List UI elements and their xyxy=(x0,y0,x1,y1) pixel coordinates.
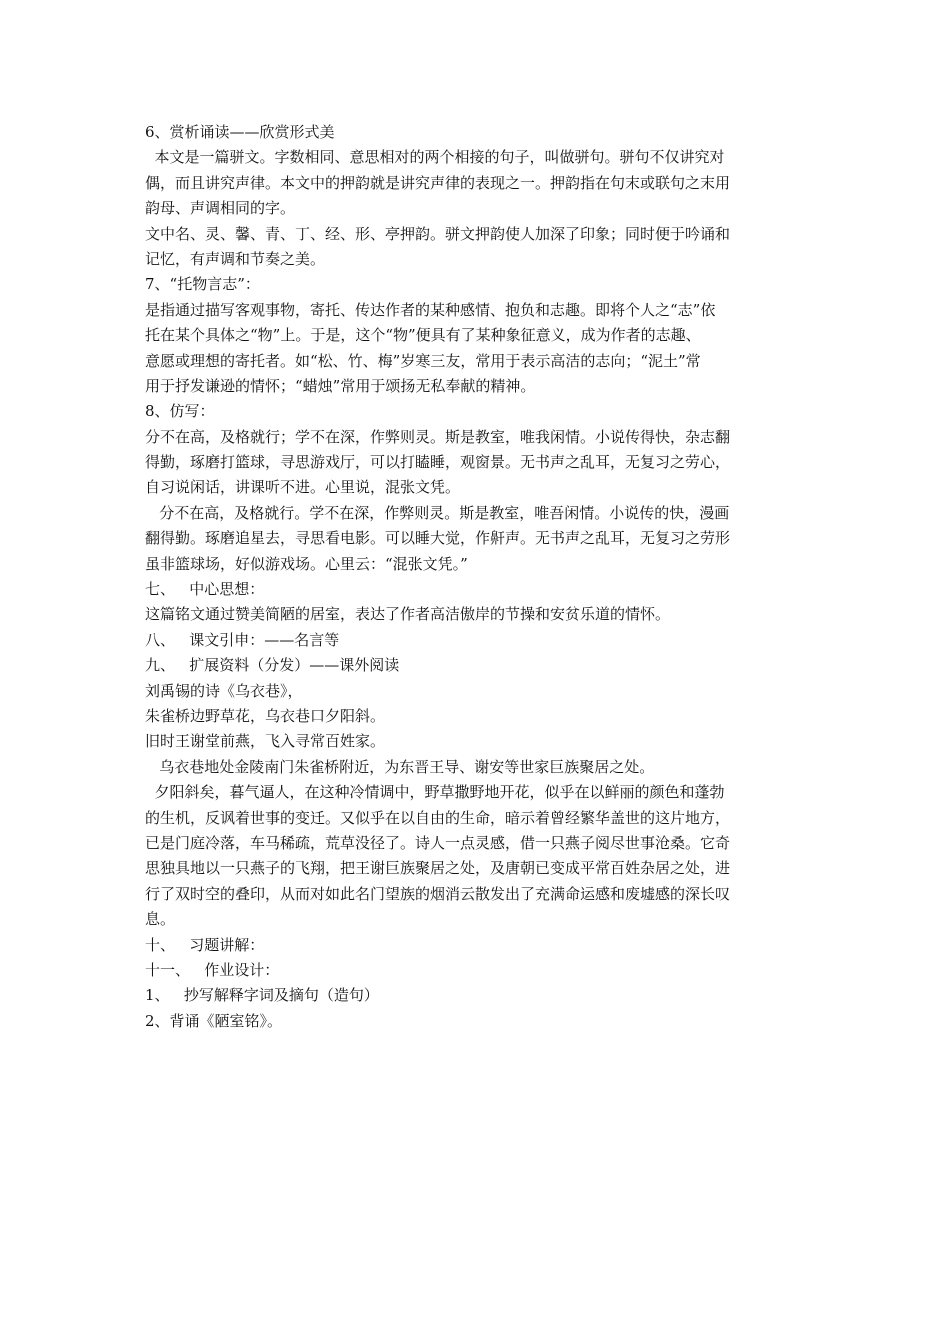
poem-line: 旧时王谢堂前燕，飞入寻常百姓家。 xyxy=(145,732,386,751)
paragraph-line: 托在某个具体之“物”上。于是，这个“物”便具有了某种象征意义，成为作者的志趣、 xyxy=(145,326,701,345)
paragraph-line: 意愿或理想的寄托者。如“松、竹、梅”岁寒三友，常用于表示高洁的志向；“泥土”常 xyxy=(145,351,701,370)
paragraph-line: 用于抒发谦逊的情怀；“蜡烛”常用于颂扬无私奉献的精神。 xyxy=(145,376,536,395)
paragraph-line: 这篇铭文通过赞美简陋的居室，表达了作者高洁傲岸的节操和安贫乐道的情怀。 xyxy=(145,605,671,624)
paragraph-line: 虽非篮球场，好似游戏场。心里云：“混张文凭。” xyxy=(145,554,468,573)
paragraph-line: 文中名、灵、馨、青、丁、经、形、亭押韵。骈文押韵使人加深了印象；同时便于吟诵和 xyxy=(145,224,731,243)
paragraph-line: 本文是一篇骈文。字数相同、意思相对的两个相接的句子，叫做骈句。骈句不仅讲究对 xyxy=(145,148,725,167)
heading-8: 8、仿写： xyxy=(145,402,215,421)
paragraph-line: 韵母、声调相同的字。 xyxy=(145,199,296,218)
paragraph-line: 是指通过描写客观事物，寄托、传达作者的某种感情、抱负和志趣。即将个人之“志”依 xyxy=(145,300,716,319)
paragraph-line: 思独具地以一只燕子的飞翔，把王谢巨族聚居之处，及唐朝已变成平常百姓杂居之处，进 xyxy=(145,859,731,878)
heading-section-9: 九、 扩展资料（分发）——课外阅读 xyxy=(145,656,400,675)
paragraph-line: 分不在高，及格就行。学不在深，作弊则灵。斯是教室，唯吾闲情。小说传的快，漫画 xyxy=(145,503,730,522)
heading-7: 7、“托物言志”： xyxy=(145,275,260,294)
homework-item-2: 2、背诵《陋室铭》。 xyxy=(145,1011,283,1030)
paragraph-line: 乌衣巷地处金陵南门朱雀桥附近，为东晋王导、谢安等世家巨族聚居之处。 xyxy=(145,757,655,776)
paragraph-line: 行了双时空的叠印，从而对如此名门望族的烟消云散发出了充满命运感和废墟感的深长叹 xyxy=(145,884,731,903)
heading-section-11: 十一、 作业设计： xyxy=(145,960,280,979)
paragraph-line: 得勤，琢磨打篮球，寻思游戏厅，可以打瞌睡，观窗景。无书声之乱耳，无复习之劳心， xyxy=(145,453,731,472)
paragraph-line: 记忆，有声调和节奏之美。 xyxy=(145,249,326,268)
paragraph-line: 翻得勤。琢磨追星去，寻思看电影。可以睡大觉，作鼾声。无书声之乱耳，无复习之劳形 xyxy=(145,529,731,548)
paragraph-line: 自习说闲话，讲课听不进。心里说，混张文凭。 xyxy=(145,478,461,497)
paragraph-line: 偶，而且讲究声律。本文中的押韵就是讲究声律的表现之一。押韵指在句末或联句之末用 xyxy=(145,173,731,192)
homework-item-1: 1、 抄写解释字词及摘句（造句） xyxy=(145,986,379,1005)
heading-section-7: 七、 中心思想： xyxy=(145,580,265,599)
heading-section-10: 十、 习题讲解： xyxy=(145,935,265,954)
paragraph-line: 已是门庭冷落，车马稀疏，荒草没径了。诗人一点灵感，借一只燕子阅尽世事沧桑。它奇 xyxy=(145,833,731,852)
poem-line: 朱雀桥边野草花，乌衣巷口夕阳斜。 xyxy=(145,706,386,725)
heading-section-8: 八、 课文引申：——名言等 xyxy=(145,630,340,649)
heading-6: 6、赏析诵读——欣赏形式美 xyxy=(145,123,335,141)
paragraph-line: 夕阳斜矣，暮气逼人，在这种冷情调中，野草撒野地开花，似乎在以鲜丽的颜色和蓬勃 xyxy=(145,783,725,802)
paragraph-line: 的生机，反讽着世事的变迁。又似乎在以自由的生命，暗示着曾经繁华盖世的这片地方， xyxy=(145,808,731,827)
poem-title: 刘禹锡的诗《乌衣巷》， xyxy=(145,681,303,700)
document-page xyxy=(145,120,810,1034)
paragraph-line: 分不在高，及格就行；学不在深，作弊则灵。斯是教室，唯我闲情。小说传得快，杂志翻 xyxy=(145,427,731,446)
paragraph-line: 息。 xyxy=(145,910,176,929)
